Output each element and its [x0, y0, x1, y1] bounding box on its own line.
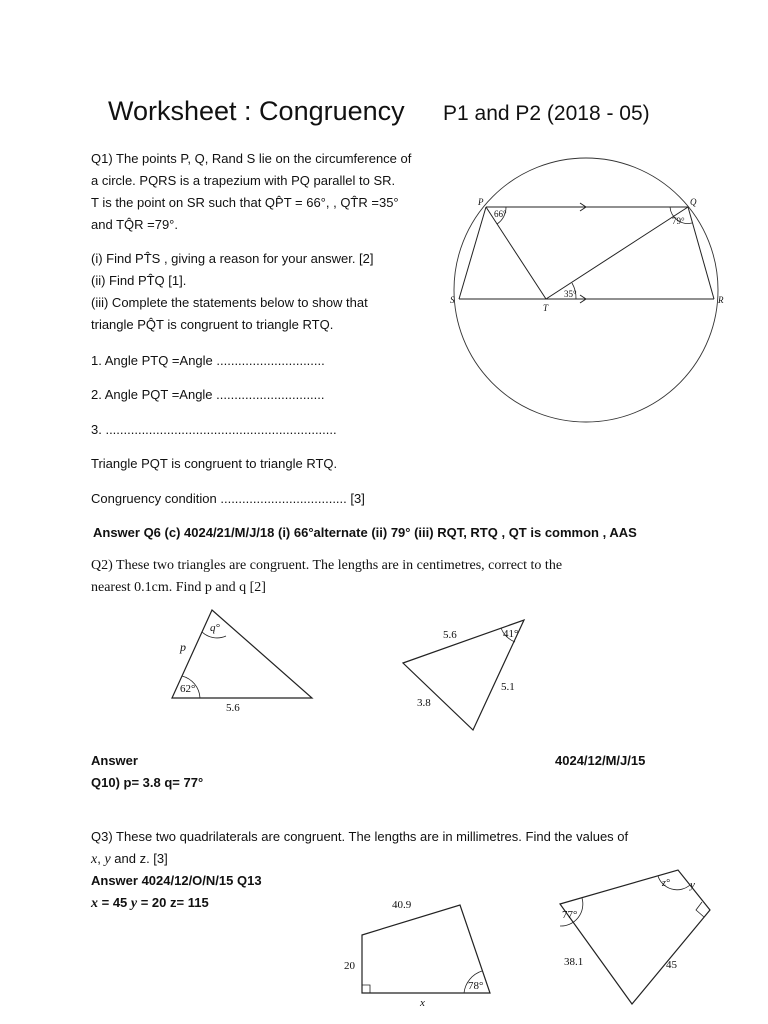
q1-condition: Congruency condition ................................... [3]: [91, 491, 365, 506]
q3-line-2: x, y and z. [3]: [91, 851, 168, 867]
quad2-right-label: 45: [666, 959, 677, 971]
q1-statement-1: 1. Angle PTQ =Angle ..............................: [91, 353, 325, 368]
q2-answer-label: Answer: [91, 753, 138, 768]
quad1-angle-label: 78°: [468, 980, 484, 992]
tri1-base-label: 5.6: [226, 702, 240, 714]
q1-part-ii: (ii) Find PT̂Q [1].: [91, 273, 187, 288]
q1-line-2: a circle. PQRS is a trapezium with PQ parallel to SR.: [91, 173, 396, 188]
q3-quadrilateral-1: [340, 895, 510, 1020]
worksheet-title: Worksheet : Congruency: [108, 96, 405, 126]
q2-triangle-1: [160, 600, 330, 720]
q1-line-4: and TQ̂R =79°.: [91, 217, 178, 232]
q1-part-iii-cont: triangle PQ̂T is congruent to triangle RTQ.: [91, 317, 334, 332]
q1-answer: Answer Q6 (c) 4024/21/M/J/18 (i) 66°alternate (ii) 79° (iii) RQT, RTQ , QT is common , AAS: [93, 525, 637, 540]
q3-quadrilateral-2: [550, 862, 725, 1012]
q1-part-iii: (iii) Complete the statements below to show that: [91, 295, 368, 310]
q2-line-2: nearest 0.1cm. Find p and q [2]: [91, 580, 266, 595]
q2-triangle-2: [395, 610, 545, 740]
q2-answer-values: Q10) p= 3.8 q= 77°: [91, 775, 204, 790]
angle-66-label: 66°: [494, 209, 507, 219]
tri2-angle-label: 41°: [503, 628, 519, 640]
quad2-angle-label: 77°: [562, 909, 578, 921]
worksheet-subtitle: P1 and P2 (2018 - 05): [443, 102, 650, 125]
tri2-left-label: 3.8: [417, 697, 431, 709]
q3-line-1: Q3) These two quadrilaterals are congruent. The lengths are in millimetres. Find the values of: [91, 829, 629, 844]
point-s-label: S: [450, 295, 455, 305]
q3-answer-reference: Answer 4024/12/O/N/15 Q13: [91, 873, 262, 888]
q2-line-1: Q2) These two triangles are congruent. The lengths are in centimetres, correct to the: [91, 558, 563, 573]
quad1-bottom-label: x: [420, 997, 425, 1009]
q1-part-i: (i) Find PT̂S , giving a reason for your answer. [2]: [91, 251, 374, 266]
quad1-top-label: 40.9: [392, 899, 412, 911]
point-p-label: P: [478, 197, 484, 207]
point-r-label: R: [718, 295, 724, 305]
tri1-p-label: p: [180, 640, 186, 654]
point-t-label: T: [543, 303, 549, 313]
q1-line-1: Q1) The points P, Q, Rand S lie on the circumference of: [91, 151, 412, 166]
quad1-left-label: 20: [344, 960, 355, 972]
q1-line-3: T is the point on SR such that QP̂T = 66°, , QT̂R =35°: [91, 195, 399, 210]
q3-answer-values: x = 45 y = 20 z= 115: [91, 895, 209, 911]
tri2-top-label: 5.6: [443, 629, 457, 641]
q1-statement-3: 3. ................................................................: [91, 422, 337, 437]
tri1-angle-label: 62°: [180, 683, 196, 695]
q1-conclusion: Triangle PQT is congruent to triangle RTQ.: [91, 456, 338, 471]
tri2-right-label: 5.1: [501, 681, 515, 693]
quad2-y-label: y: [690, 879, 695, 891]
quad2-left-label: 38.1: [564, 956, 584, 968]
q1-statement-2: 2. Angle PQT =Angle ..............................: [91, 387, 325, 402]
angle-35-label: 35°: [564, 289, 577, 299]
point-q-label: Q: [690, 197, 697, 207]
tri1-q-label: q°: [210, 622, 220, 634]
q2-answer-reference: 4024/12/M/J/15: [555, 753, 646, 768]
angle-79-label: 79°: [672, 216, 685, 226]
q1-circle-diagram: [440, 150, 740, 430]
quad2-z-label: z°: [662, 878, 670, 889]
